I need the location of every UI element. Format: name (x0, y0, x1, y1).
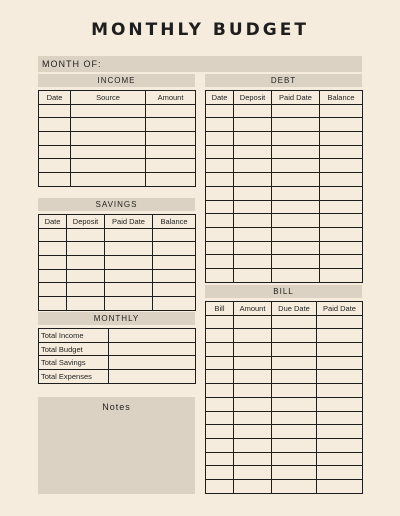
table-row (206, 255, 363, 269)
bill-col-header: Due Date (272, 302, 317, 316)
debt-cell[interactable] (272, 255, 320, 269)
savings-cell[interactable] (105, 256, 153, 270)
income-cell[interactable] (39, 173, 71, 187)
savings-table (38, 214, 196, 311)
table-row (206, 370, 363, 384)
savings-cell[interactable] (39, 242, 67, 256)
savings-cell[interactable] (67, 269, 105, 283)
income-cell[interactable] (71, 145, 146, 159)
debt-cell[interactable] (234, 118, 272, 132)
bill-cell[interactable] (234, 315, 272, 329)
bill-cell[interactable] (206, 425, 234, 439)
bill-cell[interactable] (317, 343, 363, 357)
savings-cell[interactable] (39, 256, 67, 270)
income-cell[interactable] (71, 159, 146, 173)
debt-cell[interactable] (234, 200, 272, 214)
debt-cell[interactable] (320, 200, 363, 214)
bill-col-header: Paid Date (317, 302, 363, 316)
savings-cell[interactable] (105, 269, 153, 283)
debt-cell[interactable] (234, 186, 272, 200)
savings-col-header: Balance (153, 215, 196, 229)
table-row (206, 268, 363, 282)
debt-cell[interactable] (320, 173, 363, 187)
bill-cell[interactable] (272, 411, 317, 425)
debt-cell[interactable] (234, 132, 272, 146)
debt-table (205, 90, 363, 283)
bill-cell[interactable] (234, 411, 272, 425)
bill-cell[interactable] (272, 425, 317, 439)
bill-cell[interactable] (317, 479, 363, 493)
savings-cell[interactable] (67, 283, 105, 297)
savings-cell[interactable] (153, 283, 196, 297)
table-row (39, 342, 196, 356)
bill-cell[interactable] (206, 343, 234, 357)
bill-cell[interactable] (272, 370, 317, 384)
bill-col-header: Amount (234, 302, 272, 316)
debt-cell[interactable] (320, 255, 363, 269)
income-col-header: Date (39, 91, 71, 105)
bill-cell[interactable] (317, 356, 363, 370)
debt-col-header: Deposit (234, 91, 272, 105)
debt-cell[interactable] (272, 268, 320, 282)
bill-cell[interactable] (272, 384, 317, 398)
debt-cell[interactable] (206, 132, 234, 146)
bill-cell[interactable] (234, 466, 272, 480)
month-of-field[interactable] (38, 56, 362, 72)
debt-cell[interactable] (320, 268, 363, 282)
table-row (206, 384, 363, 398)
debt-cell[interactable] (272, 145, 320, 159)
income-heading: INCOME (38, 74, 195, 87)
income-cell[interactable] (71, 173, 146, 187)
savings-cell[interactable] (67, 256, 105, 270)
debt-cell[interactable] (320, 132, 363, 146)
debt-cell[interactable] (206, 186, 234, 200)
bill-cell[interactable] (234, 452, 272, 466)
income-col-header: Source (71, 91, 146, 105)
bill-cell[interactable] (234, 479, 272, 493)
notes-heading: Notes (102, 402, 131, 412)
table-row (206, 438, 363, 452)
bill-cell[interactable] (234, 329, 272, 343)
savings-cell[interactable] (153, 242, 196, 256)
bill-cell[interactable] (206, 329, 234, 343)
debt-cell[interactable] (234, 268, 272, 282)
table-row (39, 297, 196, 311)
table-row (206, 159, 363, 173)
table-row (206, 200, 363, 214)
bill-cell[interactable] (206, 315, 234, 329)
bill-cell[interactable] (272, 452, 317, 466)
income-cell[interactable] (146, 104, 196, 118)
bill-cell[interactable] (206, 356, 234, 370)
savings-cell[interactable] (67, 297, 105, 311)
table-row (39, 173, 196, 187)
debt-cell[interactable] (206, 159, 234, 173)
month-of-label: MONTH OF: (42, 59, 102, 69)
debt-cell[interactable] (206, 145, 234, 159)
bill-heading: BILL (205, 285, 362, 298)
debt-cell[interactable] (320, 227, 363, 241)
bill-cell[interactable] (234, 343, 272, 357)
income-col-header: Amount (146, 91, 196, 105)
table-row (206, 329, 363, 343)
table-row (206, 145, 363, 159)
table-row (206, 132, 363, 146)
bill-cell[interactable] (317, 397, 363, 411)
bill-cell[interactable] (206, 411, 234, 425)
debt-cell[interactable] (234, 227, 272, 241)
income-cell[interactable] (146, 118, 196, 132)
savings-cell[interactable] (153, 256, 196, 270)
bill-cell[interactable] (206, 384, 234, 398)
bill-cell[interactable] (206, 466, 234, 480)
table-row (39, 104, 196, 118)
income-cell[interactable] (39, 132, 71, 146)
table-row (206, 466, 363, 480)
bill-cell[interactable] (234, 397, 272, 411)
savings-section (38, 198, 195, 311)
bill-cell[interactable] (272, 343, 317, 357)
table-row (206, 425, 363, 439)
table-row (206, 411, 363, 425)
notes-box[interactable] (38, 397, 195, 494)
bill-cell[interactable] (234, 370, 272, 384)
bill-cell[interactable] (317, 315, 363, 329)
debt-cell[interactable] (320, 186, 363, 200)
debt-cell[interactable] (272, 132, 320, 146)
bill-cell[interactable] (206, 397, 234, 411)
debt-cell[interactable] (234, 104, 272, 118)
monthly-heading: MONTHLY (38, 312, 195, 325)
debt-cell[interactable] (272, 227, 320, 241)
savings-cell[interactable] (105, 242, 153, 256)
savings-cell[interactable] (153, 228, 196, 242)
table-row (39, 329, 196, 343)
debt-col-header: Paid Date (272, 91, 320, 105)
bill-cell[interactable] (272, 397, 317, 411)
table-row (39, 159, 196, 173)
table-row (39, 370, 196, 384)
debt-cell[interactable] (272, 118, 320, 132)
bill-cell[interactable] (206, 438, 234, 452)
monthly-value-cell[interactable] (109, 356, 196, 370)
debt-cell[interactable] (320, 145, 363, 159)
savings-col-header: Date (39, 215, 67, 229)
bill-cell[interactable] (272, 356, 317, 370)
savings-cell[interactable] (105, 297, 153, 311)
monthly-value-cell[interactable] (109, 370, 196, 384)
monthly-table (38, 328, 196, 384)
income-cell[interactable] (146, 159, 196, 173)
table-row (39, 356, 196, 370)
table-row (39, 256, 196, 270)
income-cell[interactable] (146, 145, 196, 159)
table-row (39, 228, 196, 242)
savings-heading: SAVINGS (38, 198, 195, 211)
debt-section (205, 74, 362, 283)
savings-cell[interactable] (105, 228, 153, 242)
debt-cell[interactable] (206, 227, 234, 241)
debt-cell[interactable] (206, 214, 234, 228)
savings-col-header: Deposit (67, 215, 105, 229)
table-row (206, 241, 363, 255)
debt-cell[interactable] (320, 159, 363, 173)
bill-cell[interactable] (317, 411, 363, 425)
table-row (206, 186, 363, 200)
income-cell[interactable] (39, 104, 71, 118)
bill-cell[interactable] (272, 479, 317, 493)
table-row (206, 356, 363, 370)
bill-cell[interactable] (272, 466, 317, 480)
debt-cell[interactable] (272, 214, 320, 228)
bill-cell[interactable] (206, 452, 234, 466)
table-row (39, 242, 196, 256)
bill-cell[interactable] (272, 329, 317, 343)
income-cell[interactable] (39, 145, 71, 159)
debt-cell[interactable] (206, 104, 234, 118)
debt-cell[interactable] (272, 186, 320, 200)
income-cell[interactable] (146, 173, 196, 187)
savings-cell[interactable] (67, 228, 105, 242)
debt-cell[interactable] (206, 255, 234, 269)
table-row (206, 214, 363, 228)
debt-cell[interactable] (206, 268, 234, 282)
table-row (39, 118, 196, 132)
bill-cell[interactable] (317, 370, 363, 384)
debt-cell[interactable] (234, 173, 272, 187)
debt-cell[interactable] (320, 214, 363, 228)
bill-cell[interactable] (234, 425, 272, 439)
monthly-row-label: Total Income (39, 329, 109, 343)
bill-cell[interactable] (317, 384, 363, 398)
table-row (39, 283, 196, 297)
table-row (206, 343, 363, 357)
bill-cell[interactable] (317, 452, 363, 466)
bill-cell[interactable] (317, 329, 363, 343)
debt-cell[interactable] (234, 214, 272, 228)
income-table (38, 90, 196, 187)
savings-cell[interactable] (153, 297, 196, 311)
income-cell[interactable] (71, 104, 146, 118)
table-row (206, 479, 363, 493)
bill-cell[interactable] (206, 370, 234, 384)
bill-cell[interactable] (317, 438, 363, 452)
debt-cell[interactable] (206, 118, 234, 132)
debt-cell[interactable] (272, 241, 320, 255)
bill-section (205, 285, 362, 494)
savings-cell[interactable] (153, 269, 196, 283)
debt-cell[interactable] (320, 118, 363, 132)
debt-cell[interactable] (234, 159, 272, 173)
debt-cell[interactable] (234, 241, 272, 255)
debt-cell[interactable] (272, 104, 320, 118)
monthly-section (38, 312, 195, 384)
bill-cell[interactable] (317, 466, 363, 480)
bill-cell[interactable] (272, 438, 317, 452)
debt-cell[interactable] (320, 241, 363, 255)
debt-cell[interactable] (234, 255, 272, 269)
debt-cell[interactable] (272, 159, 320, 173)
table-row (206, 173, 363, 187)
table-row (39, 132, 196, 146)
table-row (206, 118, 363, 132)
table-row (206, 227, 363, 241)
income-cell[interactable] (71, 132, 146, 146)
table-row (206, 397, 363, 411)
bill-cell[interactable] (317, 425, 363, 439)
monthly-value-cell[interactable] (109, 329, 196, 343)
bill-col-header: Bill (206, 302, 234, 316)
income-cell[interactable] (146, 132, 196, 146)
income-cell[interactable] (39, 118, 71, 132)
savings-cell[interactable] (39, 228, 67, 242)
debt-cell[interactable] (272, 200, 320, 214)
bill-cell[interactable] (234, 356, 272, 370)
debt-cell[interactable] (272, 173, 320, 187)
debt-cell[interactable] (234, 145, 272, 159)
monthly-row-label: Total Savings (39, 356, 109, 370)
savings-cell[interactable] (67, 242, 105, 256)
debt-col-header: Balance (320, 91, 363, 105)
savings-cell[interactable] (105, 283, 153, 297)
table-row (39, 145, 196, 159)
income-cell[interactable] (39, 159, 71, 173)
savings-cell[interactable] (39, 269, 67, 283)
bill-table (205, 301, 363, 494)
table-row (206, 315, 363, 329)
bill-cell[interactable] (234, 438, 272, 452)
monthly-row-label: Total Budget (39, 342, 109, 356)
table-row (206, 104, 363, 118)
debt-cell[interactable] (206, 200, 234, 214)
table-row (206, 452, 363, 466)
bill-cell[interactable] (234, 384, 272, 398)
table-row (39, 269, 196, 283)
debt-cell[interactable] (206, 173, 234, 187)
page-title: MONTHLY BUDGET (91, 20, 309, 40)
bill-cell[interactable] (272, 315, 317, 329)
savings-cell[interactable] (39, 283, 67, 297)
savings-col-header: Paid Date (105, 215, 153, 229)
debt-cell[interactable] (206, 241, 234, 255)
savings-cell[interactable] (39, 297, 67, 311)
monthly-value-cell[interactable] (109, 342, 196, 356)
bill-cell[interactable] (206, 479, 234, 493)
debt-cell[interactable] (320, 104, 363, 118)
income-cell[interactable] (71, 118, 146, 132)
income-section (38, 74, 195, 187)
debt-heading: DEBT (205, 74, 362, 87)
debt-col-header: Date (206, 91, 234, 105)
monthly-row-label: Total Expenses (39, 370, 109, 384)
